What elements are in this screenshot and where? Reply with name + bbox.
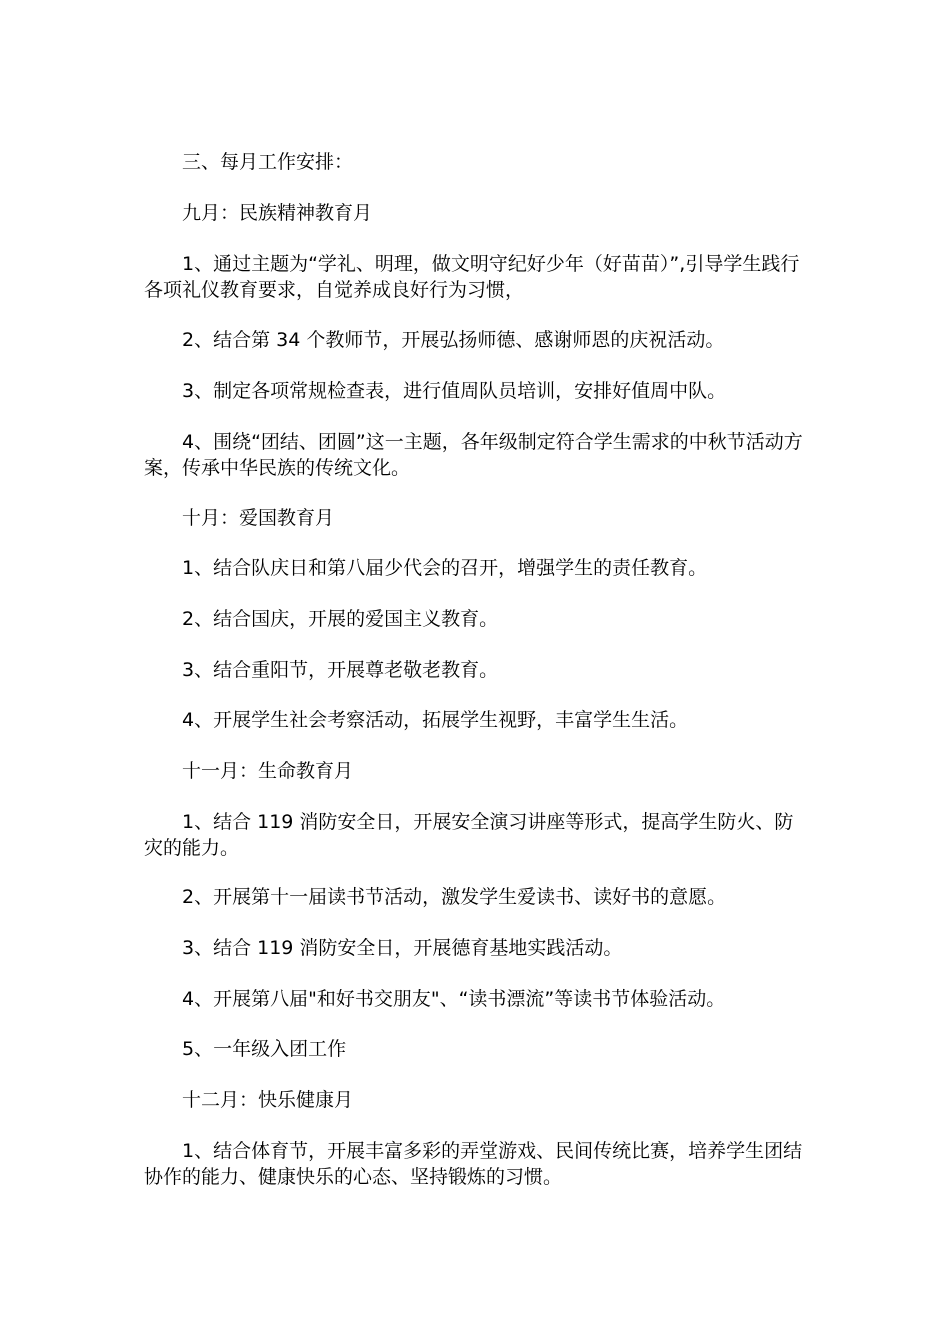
list-item: 1、通过主题为“学礼、明理，做文明守纪好少年（好苗苗）”,引导学生践行各项礼仪教育要求，自觉养成良好行为习惯， bbox=[144, 253, 800, 301]
section-heading: 三、每月工作安排： bbox=[182, 151, 354, 173]
list-item: 1、结合 119 消防安全日，开展安全演习讲座等形式，提高学生防火、防灾的能力。 bbox=[144, 811, 794, 859]
list-item: 4、开展第八届"和好书交朋友"、“读书漂流”等读书节体验活动。 bbox=[182, 988, 726, 1010]
list-item: 3、结合 119 消防安全日，开展德育基地实践活动。 bbox=[182, 937, 623, 959]
list-item: 3、制定各项常规检查表，进行值周队员培训，安排好值周中队。 bbox=[182, 380, 727, 402]
list-item: 1、结合队庆日和第八届少代会的召开，增强学生的责任教育。 bbox=[182, 557, 708, 579]
month-title-november: 十一月：生命教育月 bbox=[182, 760, 354, 782]
list-item: 4、围绕“团结、团圆”这一主题，各年级制定符合学生需求的中秋节活动方案，传承中华民族的传统文化。 bbox=[144, 431, 803, 479]
list-item: 5、一年级入团工作 bbox=[182, 1038, 347, 1060]
month-title-september: 九月：民族精神教育月 bbox=[182, 202, 373, 224]
month-title-december: 十二月：快乐健康月 bbox=[182, 1089, 354, 1111]
list-item: 2、开展第十一届读书节活动，激发学生爱读书、读好书的意愿。 bbox=[182, 886, 727, 908]
list-item: 2、结合国庆，开展的爱国主义教育。 bbox=[182, 608, 499, 630]
list-item: 4、开展学生社会考察活动，拓展学生视野，丰富学生生活。 bbox=[182, 709, 689, 731]
list-item: 2、结合第 34 个教师节，开展弘扬师德、感谢师恩的庆祝活动。 bbox=[182, 329, 725, 351]
list-item: 3、结合重阳节，开展尊老敬老教育。 bbox=[182, 659, 499, 681]
month-title-october: 十月：爱国教育月 bbox=[182, 507, 335, 529]
list-item: 1、结合体育节，开展丰富多彩的弄堂游戏、民间传统比赛，培养学生团结协作的能力、健康快乐的心态、坚持锻炼的习惯。 bbox=[144, 1140, 803, 1188]
